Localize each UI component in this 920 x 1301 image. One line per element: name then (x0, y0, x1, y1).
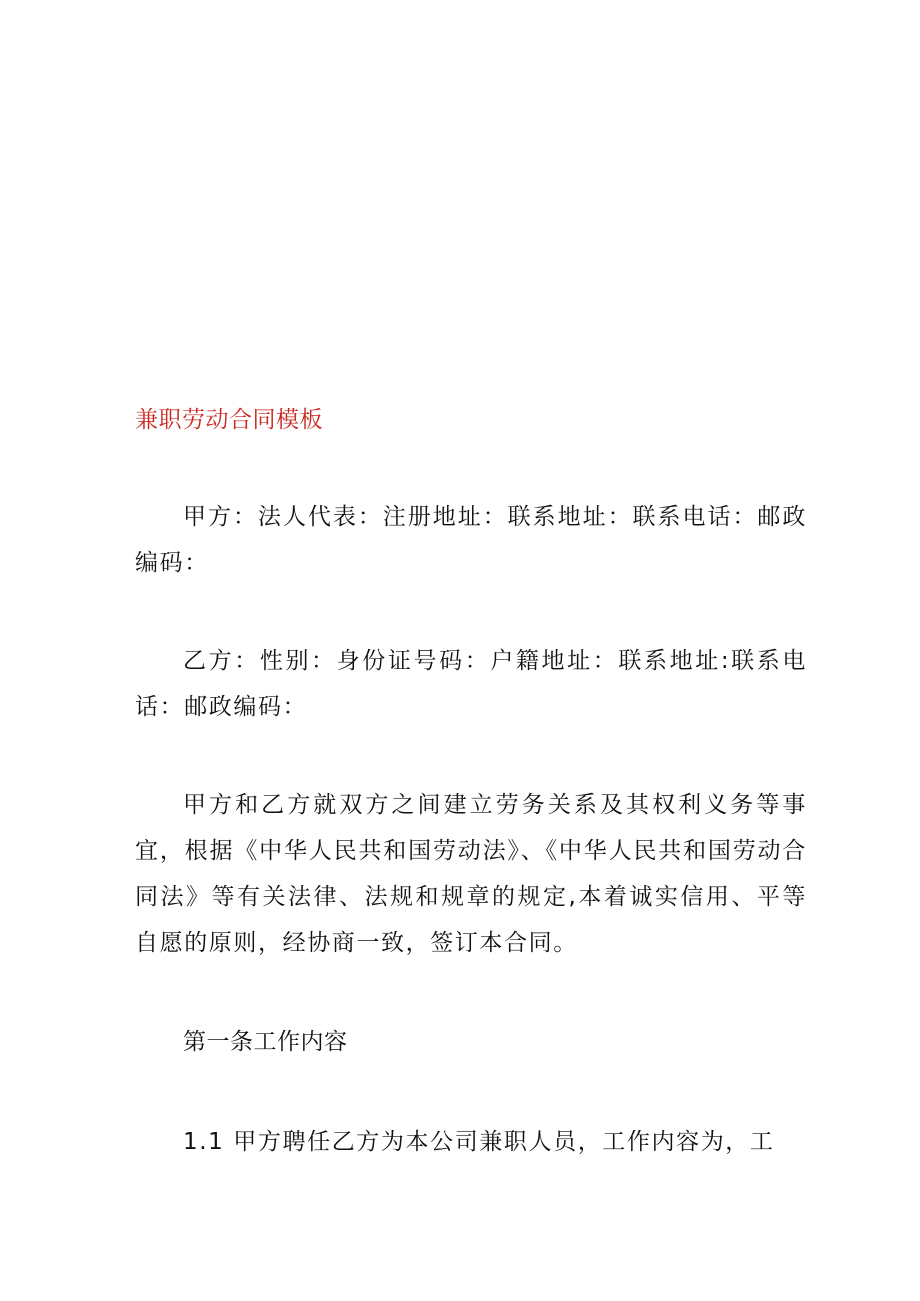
party-b-info: 乙方：性别：身份证号码：户籍地址：联系地址:联系电话：邮政编码： (135, 648, 807, 720)
clause-1-1: 1.1 甲方聘任乙方为本公司兼职人员，工作内容为，工 (183, 1129, 775, 1155)
party-a-info: 甲方：法人代表：注册地址：联系地址：联系电话：邮政编码： (135, 504, 807, 576)
document-title: 兼职劳动合同模板 (135, 407, 323, 433)
section-1-heading: 第一条工作内容 (183, 1029, 348, 1055)
contract-preamble: 甲方和乙方就双方之间建立劳务关系及其权利义务等事宜，根据《中华人民共和国劳动法》、《中华人民共和国劳动合同法》等有关法律、法规和规章的规定,本着诚实信用、平等自愿的原则，经协商一致，签订本合同。 (135, 792, 807, 956)
